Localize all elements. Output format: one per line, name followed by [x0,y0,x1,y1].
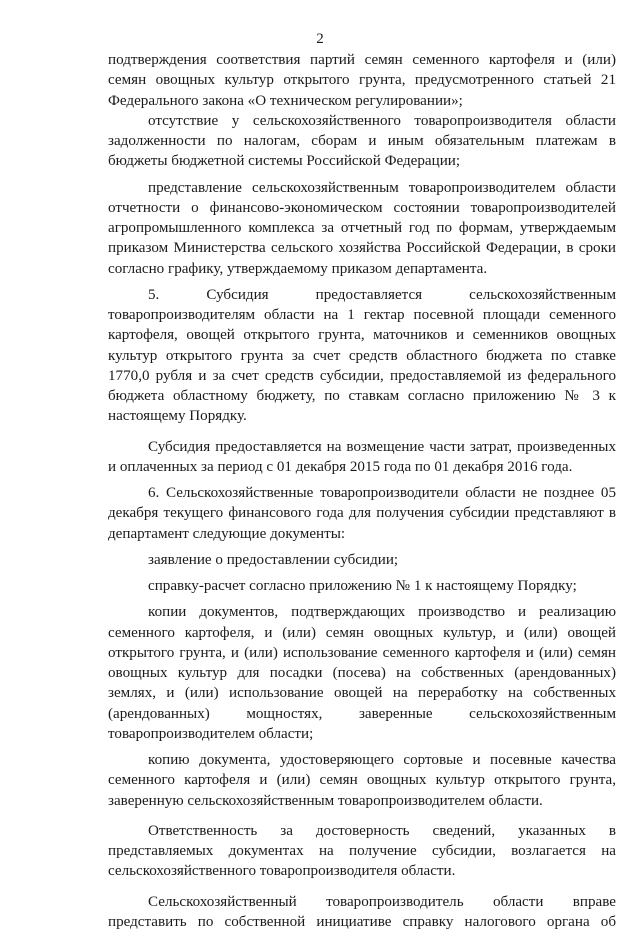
paragraph-no-tax-debt-condition: отсутствие у сельскохозяйственного товаропроизводителя области задолженности по налогам, сборам и иным обязательным платежам в бюджеты бюджетной системы Российской Федерации; [108,111,616,172]
paragraph-responsibility: Ответственность за достоверность сведений, указанных в представляемых документах на получение субсидии, возлагается на сельскохозяйственного товаропроизводителя области. [108,821,616,882]
document-body [108,50,616,932]
list-item-application: заявление о предоставлении субсидии; [108,550,616,570]
paragraph-reporting-condition: представление сельскохозяйственным товаропроизводителем области отчетности о финансово-экономическом состоянии товаропроизводителей агропромышленного комплекса за отчетный год по формам, утверждаемым приказом Министерства сельского хозяйства Российской Федерации, в сроки согласно графику, утверждаемому приказом департамента. [108,178,616,279]
list-item-production-document-copies: копии документов, подтверждающих производство и реализацию семенного картофеля, и (или) семян овощных культур, и (или) овощей открытого грунта, и (или) использование семенного картофеля и (или) семян овощных культур для посадки (посева) на собственных (арендованных) землях, и (или) использование овощей на переработку на собственных (арендованных) мощностях, заверенные сельскохозяйственным товаропроизводителем области; [108,602,616,744]
paragraph-subsidy-period: Субсидия предоставляется на возмещение части затрат, произведенных и оплаченных за период с 01 декабря 2015 года по 01 декабря 2016 года. [108,437,616,478]
paragraph-optional-tax-certificate: Сельскохозяйственный товаропроизводитель области вправе представить по собственной инициативе справку налогового органа об [108,892,616,932]
paragraph-clause-6-documents: 6. Сельскохозяйственные товаропроизводители области не позднее 05 декабря текущего финансового года для получения субсидии представляют в департамент следующие документы: [108,483,616,544]
paragraph-certification-condition: подтверждения соответствия партий семян семенного картофеля и (или) семян овощных культур открытого грунта, предусмотренного статьей 21 Федерального закона «О техническом регулировании»; [108,50,616,111]
paragraph-clause-5-subsidy-rate: 5. Субсидия предоставляется сельскохозяйственным товаропроизводителям области на 1 гектар посевной площади семенного картофеля, овощей открытого грунта, маточников и семенников овощных культур открытого грунта за счет средств областного бюджета по ставке 1770,0 рубля и за счет средств субсидии, предоставляемой из федерального бюджета областному бюджету, по ставкам согласно приложению № 3 к настоящему Порядку. [108,285,616,427]
page-number: 2 [0,30,640,48]
list-item-quality-document-copy: копию документа, удостоверяющего сортовые и посевные качества семенного картофеля и (или) семян овощных культур открытого грунта, заверенную сельскохозяйственным товаропроизводителем области. [108,750,616,811]
list-item-calculation-statement: справку-расчет согласно приложению № 1 к настоящему Порядку; [108,576,616,596]
